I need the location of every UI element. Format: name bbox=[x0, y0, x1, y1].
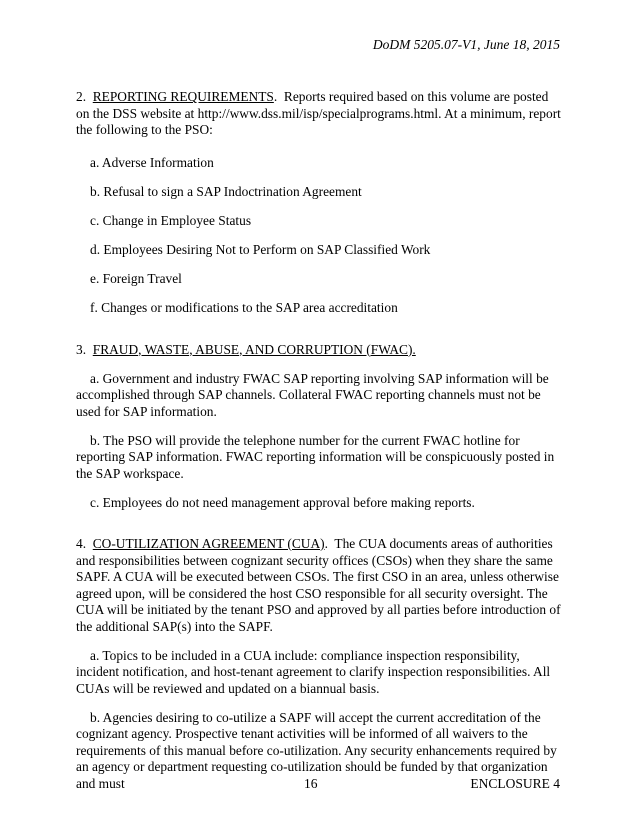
page-header: DoDM 5205.07-V1, June 18, 2015 bbox=[372, 37, 560, 52]
list-item-d: d. Employees Desiring Not to Perform on SAP Classified Work bbox=[90, 242, 431, 257]
section-2-text: Reports required based on this volume are posted on the DSS website at http://www.dss.mil/isp/specialprograms.html. At a minimum, report the following to the PSO: bbox=[76, 89, 561, 137]
section-3-para-a: a. Government and industry FWAC SAP reporting involving SAP information will be accomplished through SAP channels. Collateral FWAC reporting channels must not be used for SAP information. bbox=[76, 370, 549, 419]
section-2-paragraph: 2. REPORTING REQUIREMENTS. Reports required based on this volume are posted on the DSS website at http://www.dss.mil/isp/specialprograms.html. At a minimum, report the following to the PSO: bbox=[76, 89, 561, 137]
section-4-heading: CO-UTILIZATION AGREEMENT (CUA) bbox=[92, 536, 325, 551]
section-2-number: 2. bbox=[76, 89, 87, 104]
section-2-heading: REPORTING REQUIREMENTS bbox=[92, 89, 274, 104]
section-3-para-b: b. The PSO will provide the telephone number for the current FWAC hotline for reporting SAP information. FWAC reporting information will be conspicuously posted in the SAP workspace. bbox=[76, 432, 555, 481]
section-4-text: The CUA documents areas of authorities and responsibilities between cognizant security offices (CSOs) when they share the same SAPF. A CUA will be executed between CSOs. The first CSO in an area, unless otherwise agreed upon, will be considered the host CSO responsible for all security oversight. The CUA will be initiated by the tenant PSO and approved by all parties before introduction of the additional SAP(s) into the SAPF. bbox=[76, 536, 561, 634]
section-3-heading-line bbox=[76, 342, 562, 359]
list-item-f: f. Changes or modifications to the SAP area accreditation bbox=[90, 300, 398, 315]
page-number: 16 bbox=[304, 776, 318, 791]
section-4-para-a: a. Topics to be included in a CUA include: compliance inspection responsibility, incident notification, and host-tenant agreement to clarify inspection responsibilities. All CUAs will be reviewed and updated on a biannual basis. bbox=[76, 647, 551, 696]
list-item-c: c. Change in Employee Status bbox=[90, 213, 252, 228]
section-3-heading: FRAUD, WASTE, ABUSE, AND CORRUPTION (FWAC). bbox=[92, 341, 416, 357]
section-4-number: 4. bbox=[76, 536, 87, 551]
document-body bbox=[76, 89, 562, 792]
list-item-e: e. Foreign Travel bbox=[90, 271, 182, 286]
list-item-a: a. Adverse Information bbox=[90, 155, 214, 170]
section-3-para-c: c. Employees do not need management approval before making reports. bbox=[90, 494, 475, 510]
list-item-b: b. Refusal to sign a SAP Indoctrination Agreement bbox=[90, 184, 362, 199]
section-3-number: 3. bbox=[76, 341, 87, 357]
enclosure-label: ENCLOSURE 4 bbox=[470, 776, 560, 791]
section-4-para-b: b. Agencies desiring to co-utilize a SAPF will accept the current accreditation of the cognizant agency. Prospective tenant activities will be informed of all waivers to the requirements of this manual before co-utilization. Any security enhancements required by an agency or department requesting co-utilization should be funded by that organization and must bbox=[76, 709, 557, 791]
section-4-paragraph: 4. CO-UTILIZATION AGREEMENT (CUA). The CUA documents areas of authorities and responsibilities between cognizant security offices (CSOs) when they share the same SAPF. A CUA will be executed between CSOs. The first CSO in an area, unless otherwise agreed upon, will be considered the host CSO responsible for all security oversight. The CUA will be initiated by the tenant PSO and approved by all parties before introduction of the additional SAP(s) into the SAPF. bbox=[76, 536, 561, 634]
